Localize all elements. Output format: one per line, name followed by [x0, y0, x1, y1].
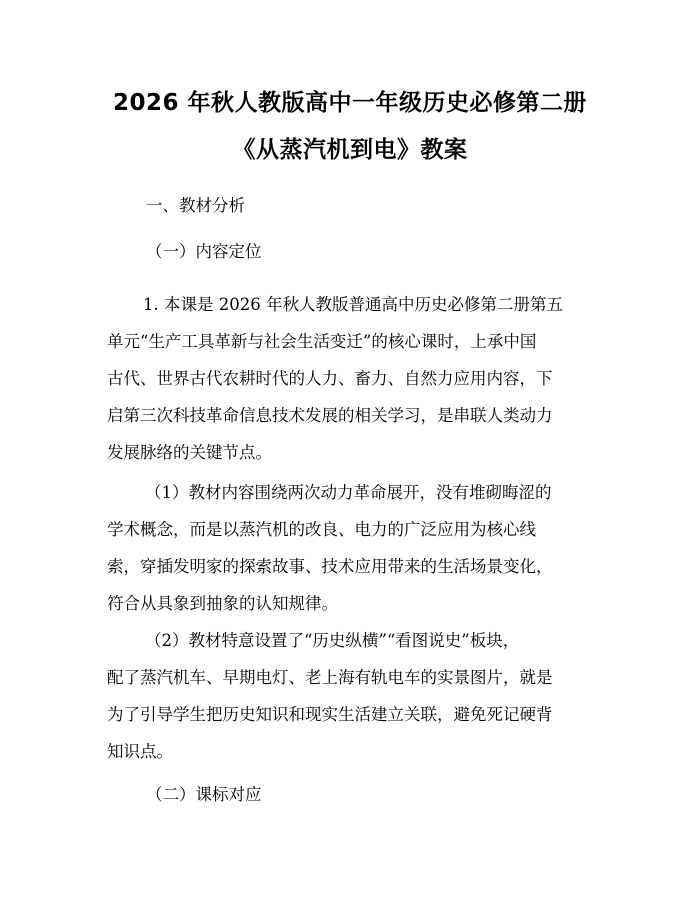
- paragraph-line: 为了引导学生把历史知识和现实生活建立关联，避免死记硬背: [107, 705, 553, 724]
- paragraph-line: 启第三次科技革命信息技术发展的相关学习，是串联人类动力: [107, 406, 553, 425]
- paragraph-line: （1）教材内容围绕两次动力革命展开，没有堆砌晦涩的: [145, 483, 552, 502]
- paragraph-line: 索，穿插发明家的探索故事、技术应用带来的生活场景变化，: [107, 557, 553, 576]
- paragraph-line: 1. 本课是 2026 年秋人教版普通高中历史必修第二册第五: [143, 295, 563, 314]
- paragraph-line: 发展脉络的关键节点。: [107, 443, 272, 462]
- paragraph-textbook-features: [107, 622, 596, 770]
- paragraph-line: 符合从具象到抽象的认知规律。: [107, 594, 338, 613]
- paragraph-line: （2）教材特意设置了“历史纵横”“看图说史”板块，: [145, 631, 520, 650]
- paragraph-line: 配了蒸汽机车、早期电灯、老上海有轨电车的实景图片，就是: [107, 668, 553, 687]
- paragraph-line: 知识点。: [107, 742, 173, 761]
- paragraph-line: 单元“生产工具革新与社会生活变迁”的核心课时，上承中国: [107, 332, 537, 351]
- paragraph-course-positioning: [107, 286, 596, 471]
- section-heading-textbook-analysis: 一、教材分析: [146, 196, 245, 215]
- document-title-line-2: 《从蒸汽机到电》教案: [232, 137, 468, 163]
- paragraph-content-structure: [107, 474, 596, 622]
- document-title-line-1: 2026 年秋人教版高中一年级历史必修第二册: [112, 90, 588, 116]
- subsection-heading-curriculum-standards: （二）课标对应: [146, 785, 262, 804]
- paragraph-line: 学术概念，而是以蒸汽机的改良、电力的广泛应用为核心线: [107, 520, 536, 539]
- subsection-heading-content-positioning: （一）内容定位: [146, 242, 262, 261]
- paragraph-line: 古代、世界古代农耕时代的人力、畜力、自然力应用内容，下: [107, 369, 553, 388]
